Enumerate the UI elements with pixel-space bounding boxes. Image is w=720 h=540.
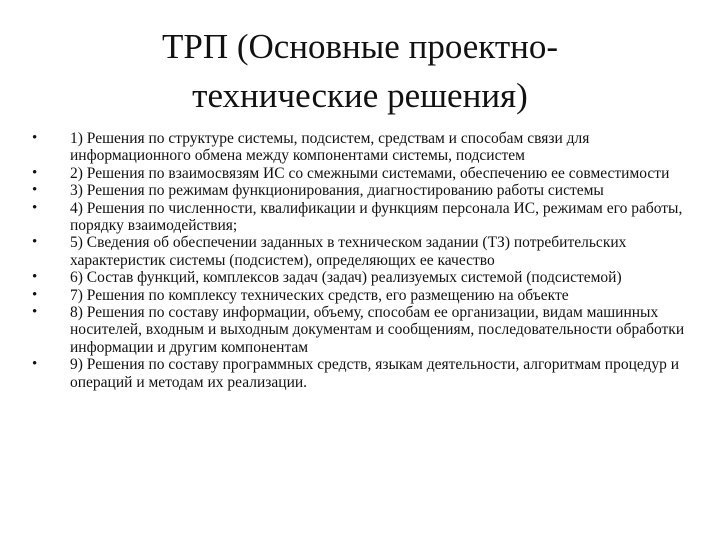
bullet-text: 3) Решения по режимам функционирования, диагностированию работы системы (70, 182, 604, 200)
bullet-text: 2) Решения по взаимосвязям ИС со смежными системами, обеспечению ее совместимости (70, 164, 670, 182)
slide-title-line-2: технические решения) (192, 76, 528, 115)
bullet-text: 7) Решения по комплексу технических средств, его размещению на объекте (70, 286, 569, 304)
slide-title (60, 22, 660, 120)
bullet-icon: • (32, 286, 38, 303)
bullet-item-2 (32, 164, 698, 182)
bullet-item-3 (32, 182, 698, 200)
bullet-icon: • (32, 164, 38, 181)
bullet-icon: • (32, 356, 38, 373)
bullet-icon: • (32, 199, 38, 216)
slide-title-line-1: ТРП (Основные проектно- (161, 27, 559, 66)
bullet-item-6 (32, 269, 698, 287)
bullet-icon: • (32, 130, 38, 146)
bullet-icon: • (32, 182, 38, 199)
bullet-icon: • (32, 269, 38, 286)
bullet-text: 1) Решения по структуре системы, подсистем, средствам и способам связи для информационного обмена между компонентами системы, подсистем (70, 130, 590, 165)
bullet-text: 4) Решения по численности, квалификации и функциям персонала ИС, режимам его работы, порядку взаимодействия; (70, 199, 683, 235)
bullet-text: 5) Сведения об обеспечении заданных в техническом задании (ТЗ) потребительских характеристик системы (подсистем), определяющих ее качество (70, 234, 627, 269)
bullet-list (32, 130, 698, 391)
bullet-icon: • (32, 304, 38, 321)
bullet-text: 8) Решения по составу информации, объему, способам ее организации, видам машинных носителей, входным и выходным документам и сообщениям, последовательности обработки информации и другим компонентам (70, 304, 685, 356)
bullet-item-7 (32, 286, 698, 304)
bullet-item-8 (32, 304, 698, 356)
bullet-item-5 (32, 234, 698, 269)
bullet-item-1 (32, 130, 698, 165)
bullet-text: 9) Решения по составу программных средств, языкам деятельности, алгоритмам процедур и операций и методам их реализации. (70, 356, 680, 391)
bullet-item-9 (32, 356, 698, 391)
bullet-text: 6) Состав функций, комплексов задач (задач) реализуемых системой (подсистемой) (70, 269, 622, 287)
bullet-item-4 (32, 199, 698, 235)
bullet-icon: • (32, 234, 38, 251)
